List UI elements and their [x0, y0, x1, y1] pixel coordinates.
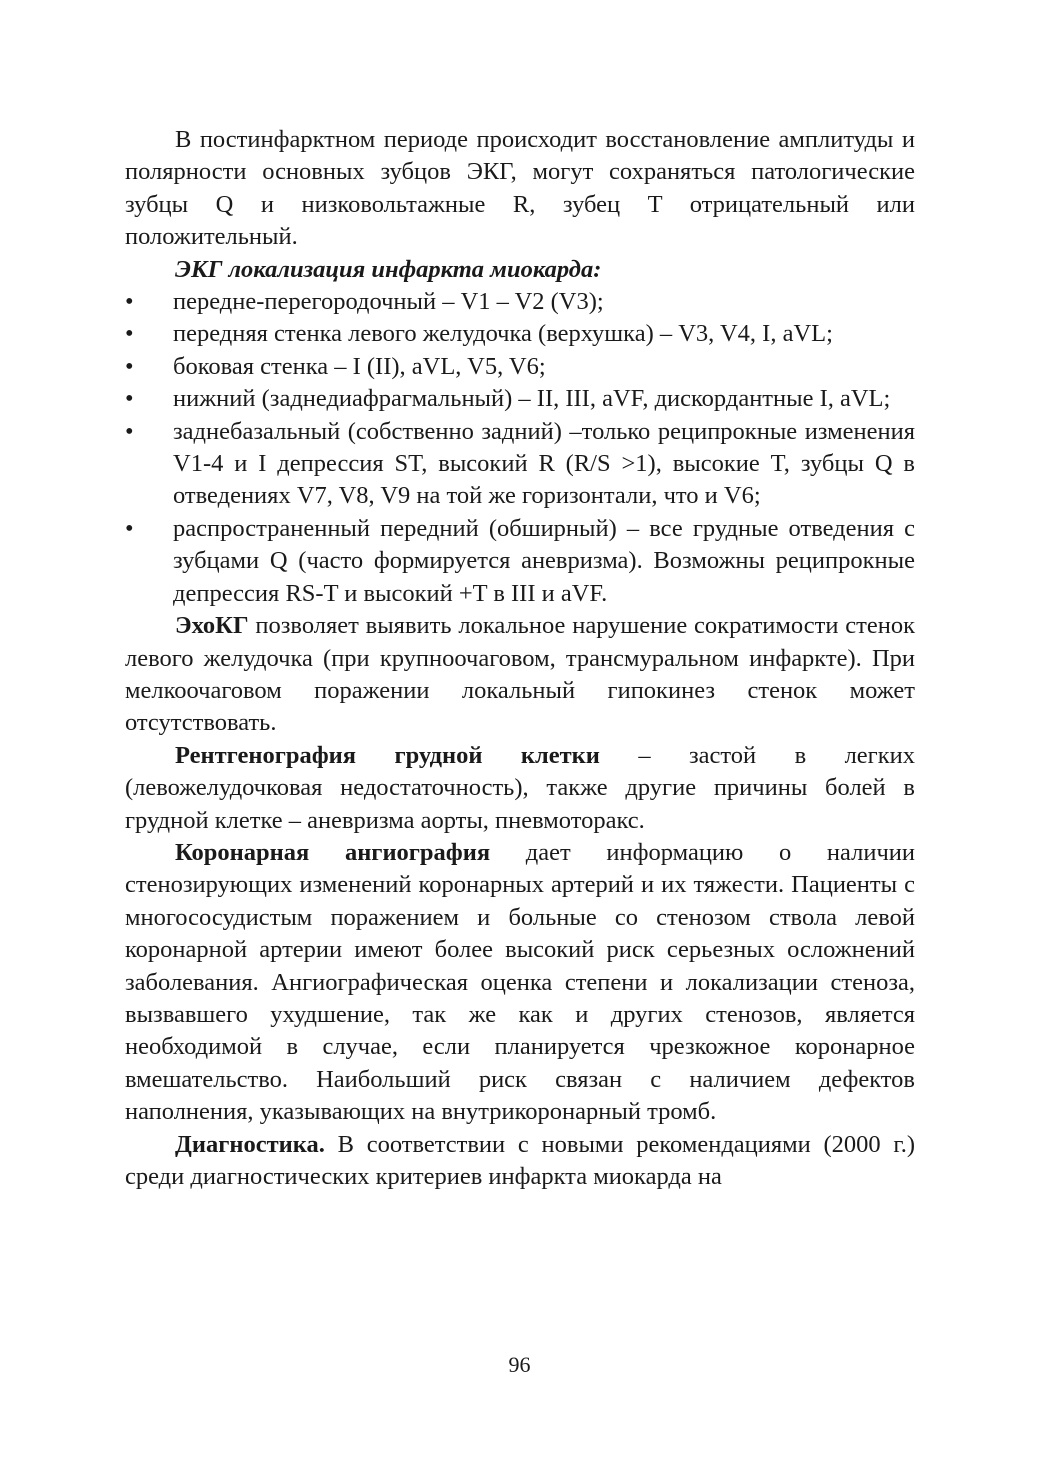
bullet-icon: •	[125, 352, 134, 380]
ecg-localization-list	[125, 286, 915, 610]
paragraph-xray	[125, 740, 915, 837]
bullet-icon: •	[125, 385, 134, 413]
term-echo: ЭхоКГ	[175, 612, 249, 640]
list-item-text: боковая стенка – I (II), aVL, V5, V6;	[173, 352, 546, 380]
list-item	[125, 513, 915, 610]
paragraph-echo	[125, 610, 915, 740]
list-item-text: передне-перегородочный – V1 – V2 (V3);	[173, 288, 604, 316]
page-number: 96	[508, 1352, 531, 1377]
list-item-text: передняя стенка левого желудочка (верхушка) – V3, V4, I, aVL;	[173, 320, 833, 348]
list-item	[125, 383, 915, 415]
list-item-text: заднебазальный (собственно задний) –только реципрокные изменения V1-4 и I депрессия ST, высокий R (R/S >1), высокие T, зубцы Q в отведениях V7, V8, V9 на той же горизонтали, что и V6;	[173, 417, 915, 510]
bullet-icon: •	[125, 514, 134, 542]
diagnostics-text: В соответствии с новыми рекомендациями (2000 г.) среди диагностических критериев инфаркта миокарда на	[125, 1130, 915, 1190]
term-angiography: Коронарная ангиография	[175, 838, 491, 866]
paragraph-angiography	[125, 837, 915, 1129]
angiography-text: дает информацию о наличии стенозирующих изменений коронарных артерий и их тяжести. Пациенты с многососудистым поражением и больные со стенозом ствола левой коронарной артерии имеют более высокий риск серьезных осложнений заболевания. Ангиографическая оценка степени и локализации стеноза, вызвавшего ухудшение, так же как и других стенозов, является необходимой в случае, если планируется чрезкожное коронарное вмешательство. Наибольший риск связан с наличием дефектов наполнения, указывающих на внутрикоронарный тромб.	[125, 838, 916, 1126]
list-item	[125, 416, 915, 513]
list-item	[125, 318, 915, 350]
paragraph-postinfarct: В постинфарктном периоде происходит восстановление амплитуды и полярности основных зубцов ЭКГ, могут сохраняться патологические зубцы Q и низковольтажные R, зубец T отрицательный или положительный.	[125, 126, 915, 251]
xray-text: – застой в легких (левожелудочковая недостаточность), также другие причины болей в грудной клетке – аневризма аорты, пневмоторакс.	[125, 741, 915, 834]
bullet-icon: •	[125, 320, 134, 348]
echo-text: позволяет выявить локальное нарушение сократимости стенок левого желудочка (при крупноочаговом, трансмуральном инфаркте). При мелкоочаговом поражении локальный гипокинез стенок может отсутствовать.	[125, 612, 915, 737]
bullet-icon: •	[125, 288, 134, 316]
heading-ecg-localization: ЭКГ локализация инфаркта миокарда:	[175, 255, 602, 283]
term-diagnostics: Диагностика.	[175, 1130, 325, 1158]
page-body	[125, 124, 915, 1193]
list-item-text: нижний (заднедиафрагмальный) – II, III, aVF, дискордантные I, aVL;	[173, 385, 891, 413]
list-item	[125, 351, 915, 383]
list-item-text: распространенный передний (обширный) – все грудные отведения с зубцами Q (часто формируется аневризма). Возможны реципрокные депрессия RS-T и высокий +T в III и aVF.	[173, 514, 915, 607]
list-item	[125, 286, 915, 318]
term-xray: Рентгенография грудной клетки	[175, 741, 600, 769]
bullet-icon: •	[125, 417, 134, 445]
paragraph-diagnostics	[125, 1129, 915, 1194]
